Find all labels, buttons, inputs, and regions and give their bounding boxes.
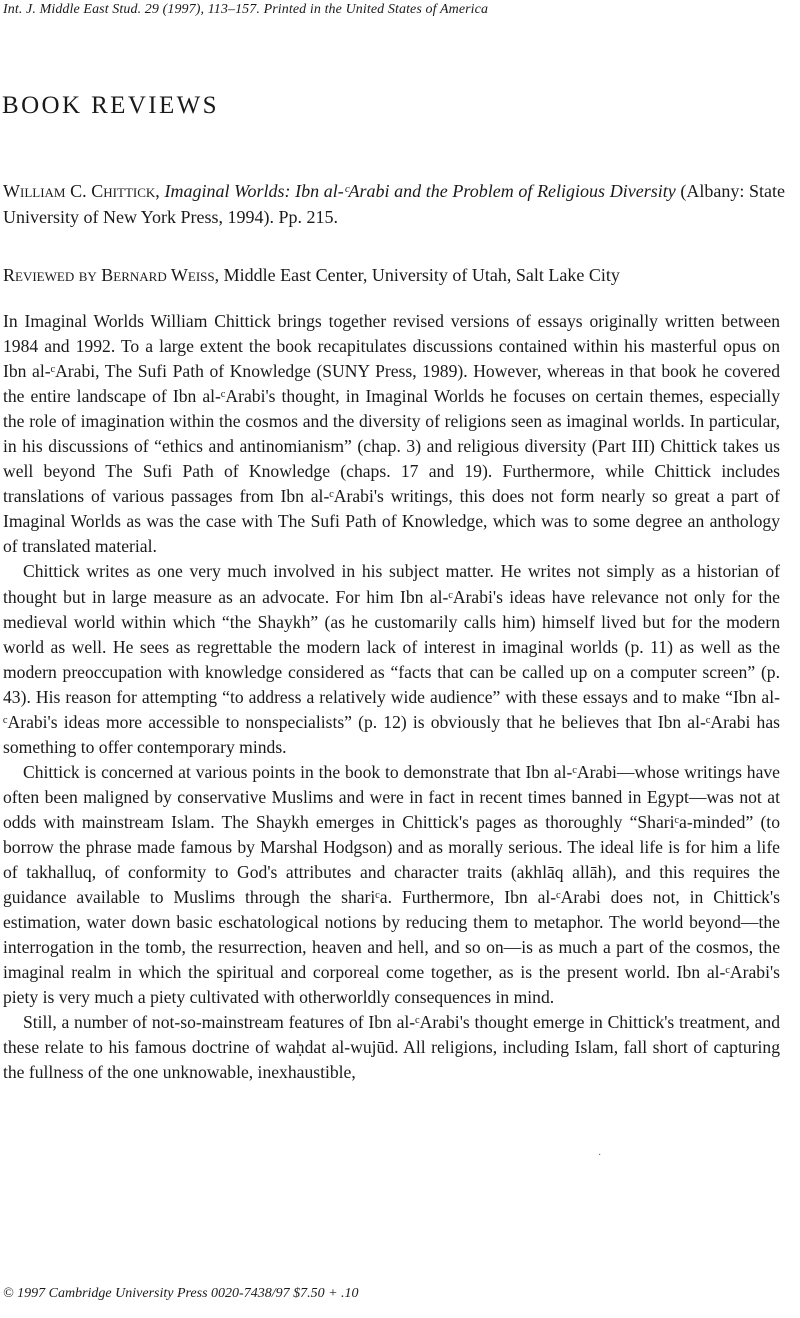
reviewer-line: Reviewed by Bernard Weiss, Middle East Center, University of Utah, Salt Lake City (3, 265, 620, 285)
book-author: William C. Chittick (3, 181, 156, 201)
running-head: Int. J. Middle East Stud. 29 (1997), 113–157. Printed in the United States of America (3, 2, 489, 17)
paragraph: Chittick writes as one very much involved in his subject matter. He writes not simply as a historian of thought but in large measure as an advocate. For him Ibn al-ᶜArabi's ideas have relevance not only for the medieval world within which “the Shaykh” (as he customarily calls him) himself lived but for the modern world as well. He sees as regrettable the modern lack of interest in imaginal worlds (p. 11) as well as the modern preoccupation with knowledge considered as “facts that can be called up on a computer screen” (p. 43). His reason for attempting “to address a relatively wide audience” with these essays and to make “Ibn al-ᶜArabi's ideas more accessible to nonspecialists” (p. 12) is obviously that he believes that Ibn al-ᶜArabi has something to offer contemporary minds. (3, 561, 780, 757)
paragraph: Chittick is concerned at various points in the book to demonstrate that Ibn al-ᶜArabi—whose writings have often been maligned by conservative Muslims and were in fact in recent times banned in Egypt—was not at odds with mainstream Islam. The Shaykh emerges in Chittick's pages as thoroughly “Shariᶜa-minded” (to borrow the phrase made famous by Marshal Hodgson) and as morally serious. The ideal life is for him a life of takhalluq, of conformity to God's attributes and character traits (akhlāq allāh), and this requires the guidance available to Muslims through the shariᶜa. Furthermore, Ibn al-ᶜArabi does not, in Chittick's estimation, water down basic eschatological notions by reducing them to metaphor. The world beyond—the interrogation in the tomb, the resurrection, heaven and hell, and so on—is as much a part of the cosmos, the imaginal realm in which the spiritual and corporeal come together, as is the present world. Ibn al-ᶜArabi's piety is very much a piety cultivated with otherworldly consequences in mind. (3, 761, 780, 1008)
reviewer-affiliation: Middle East Center, University of Utah, Salt Lake City (223, 265, 620, 285)
review-body (3, 309, 780, 1085)
reviewed-by-label: Reviewed by (3, 265, 97, 285)
book-title: Imaginal Worlds: Ibn al-ᶜArabi and the Problem of Religious Diversity (164, 181, 676, 201)
reviewer-name: Bernard Weiss (101, 265, 215, 285)
paragraph: In Imaginal Worlds William Chittick brings together revised versions of essays originally written between 1984 and 1992. To a large extent the book recapitulates discussions contained within his masterful opus on Ibn al-ᶜArabi, The Sufi Path of Knowledge (SUNY Press, 1989). However, whereas in that book he covered the entire landscape of Ibn al-ᶜArabi's thought, in Imaginal Worlds he focuses on certain themes, especially the role of imagination within the cosmos and the diversity of religions seen as imaginal worlds. In particular, in his discussions of “ethics and antinomianism” (chap. 3) and religious diversity (Part III) Chittick takes us well beyond The Sufi Path of Knowledge (chaps. 17 and 19). Furthermore, while Chittick includes translations of various passages from Ibn al-ᶜArabi's writings, this does not form nearly so great a part of Imaginal Worlds as was the case with The Sufi Path of Knowledge, which was to some degree an anthology of translated material. (3, 311, 780, 557)
page-mark: · (598, 1150, 602, 1161)
copyright-footer: © 1997 Cambridge University Press 0020-7438/97 $7.50 + .10 (3, 1286, 359, 1301)
book-publication: (Albany: State University of New York Press, 1994). Pp. 215. (3, 181, 785, 227)
paragraph: Still, a number of not-so-mainstream features of Ibn al-ᶜArabi's thought emerge in Chittick's treatment, and these relate to his famous doctrine of waḥdat al-wujūd. All religions, including Islam, fall short of capturing the fullness of the one unknowable, inexhaustible, (3, 1012, 780, 1083)
section-title: BOOK REVIEWS (2, 92, 219, 119)
book-citation: William C. Chittick, Imaginal Worlds: Ibn al-ᶜArabi and the Problem of Religious Diversity (Albany: State University of New York Press, 1994). Pp. 215. (3, 181, 785, 227)
